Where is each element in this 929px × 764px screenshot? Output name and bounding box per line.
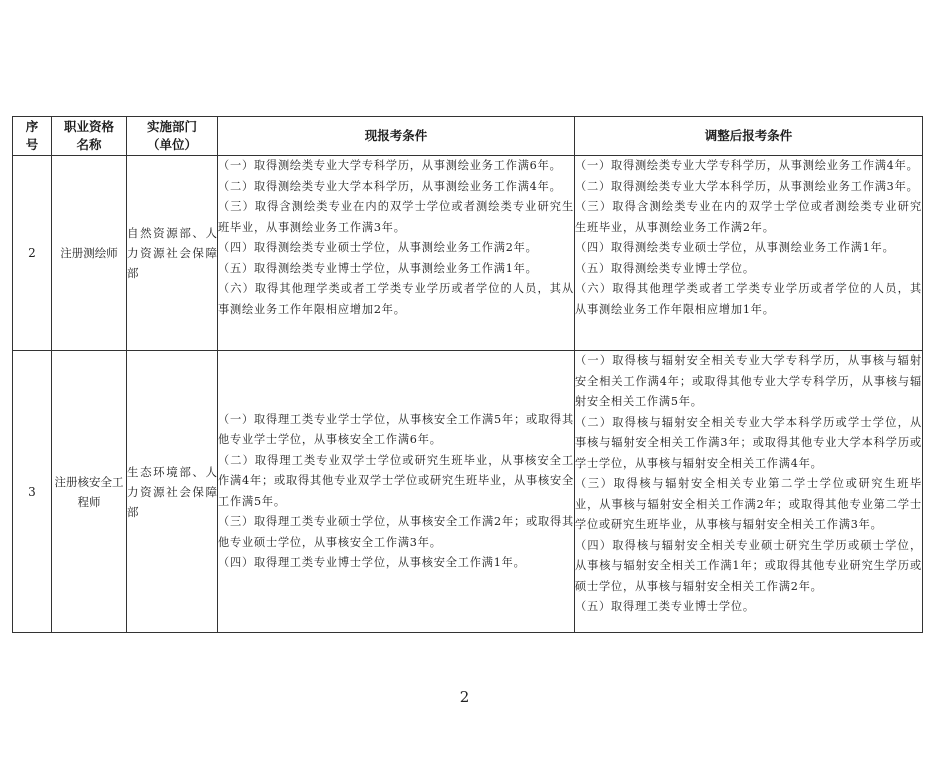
condition-item: （三）取得理工类专业硕士学位，从事核安全工作满2年；或取得其他专业硕士学位，从事核安全工作满3年。 — [218, 515, 574, 549]
condition-item: （三）取得含测绘类专业在内的双学士学位或者测绘类专业研究生班毕业，从事测绘业务工作满3年。 — [218, 200, 574, 234]
condition-item: （四）取得测绘类专业硕士学位，从事测绘业务工作满1年。 — [575, 241, 895, 254]
condition-item: （二）取得测绘类专业大学本科学历，从事测绘业务工作满4年。 — [218, 179, 562, 193]
row-current-conditions — [218, 156, 575, 351]
condition-item: （六）取得其他理学类或者工学类专业学历或者学位的人员，其从事测绘业务工作年限相应增加2年。 — [218, 282, 574, 316]
header-name: 职业资格 名称 — [52, 117, 127, 156]
row-current-conditions — [218, 351, 575, 633]
condition-item: （二）取得理工类专业双学士学位或研究生班毕业，从事核安全工作满4年；或取得其他专业双学士学位或研究生班毕业，从事核安全工作满5年。 — [218, 453, 574, 508]
condition-item: （三）取得含测绘类专业在内的双学士学位或者测绘类专业研究生班毕业，从事测绘业务工作满2年。 — [575, 200, 922, 234]
header-dept: 实施部门 （单位） — [127, 117, 218, 156]
row-adjusted-conditions — [575, 156, 923, 351]
condition-item: （五）取得测绘类专业博士学位。 — [575, 261, 755, 275]
header-adjusted-conditions: 调整后报考条件 — [575, 117, 923, 156]
table-row — [13, 156, 923, 351]
condition-item: （四）取得核与辐射安全相关专业硕士研究生学历或硕士学位，从事核与辐射安全相关工作满1年；或取得其他专业研究生学历或硕士学位，从事核与辐射安全相关工作满2年。 — [575, 538, 922, 593]
table-row — [13, 351, 923, 633]
row-department: 自然资源部、人力资源社会保障部 — [127, 156, 218, 351]
condition-item: （六）取得其他理学类或者工学类专业学历或者学位的人员，其从事测绘业务工作年限相应增加1年。 — [575, 282, 922, 316]
page-number: 2 — [459, 688, 470, 706]
condition-item: （三）取得核与辐射安全相关专业第二学士学位或研究生班毕业，从事核与辐射安全相关工作满2年；或取得其他专业第二学士学位或研究生班毕业，从事核与辐射安全相关工作满3年。 — [575, 477, 922, 531]
condition-item: （一）取得核与辐射安全相关专业大学专科学历，从事核与辐射安全相关工作满4年；或取得其他专业大学专科学历，从事核与辐射安全相关工作满5年。 — [575, 354, 922, 408]
condition-item: （一）取得测绘类专业大学专科学历，从事测绘业务工作满6年。 — [218, 159, 562, 172]
condition-item: （一）取得理工类专业学士学位，从事核安全工作满5年；或取得其他专业学士学位，从事核安全工作满6年。 — [218, 412, 574, 446]
condition-item: （四）取得测绘类专业硕士学位，从事测绘业务工作满2年。 — [218, 241, 538, 254]
row-seq: 3 — [13, 351, 52, 633]
qualification-table — [12, 116, 923, 633]
condition-item: （四）取得理工类专业博士学位，从事核安全工作满1年。 — [218, 556, 526, 569]
table-header-row — [13, 117, 923, 156]
row-qualification-name: 注册测绘师 — [52, 156, 127, 351]
condition-item: （一）取得测绘类专业大学专科学历，从事测绘业务工作满4年。 — [575, 159, 919, 172]
condition-item: （二）取得核与辐射安全相关专业大学本科学历或学士学位，从事核与辐射安全相关工作满3年；或取得其他专业大学本科学历或学士学位，从事核与辐射安全相关工作满4年。 — [575, 415, 922, 470]
row-qualification-name: 注册核安全工程师 — [52, 351, 127, 633]
condition-item: （五）取得理工类专业博士学位。 — [575, 600, 755, 613]
condition-item: （五）取得测绘类专业博士学位，从事测绘业务工作满1年。 — [218, 261, 538, 275]
row-adjusted-conditions — [575, 351, 923, 633]
header-current-conditions: 现报考条件 — [218, 117, 575, 156]
condition-item: （二）取得测绘类专业大学本科学历，从事测绘业务工作满3年。 — [575, 179, 919, 193]
row-department: 生态环境部、人力资源社会保障部 — [127, 351, 218, 633]
row-seq: 2 — [13, 156, 52, 351]
header-seq: 序 号 — [13, 117, 52, 156]
